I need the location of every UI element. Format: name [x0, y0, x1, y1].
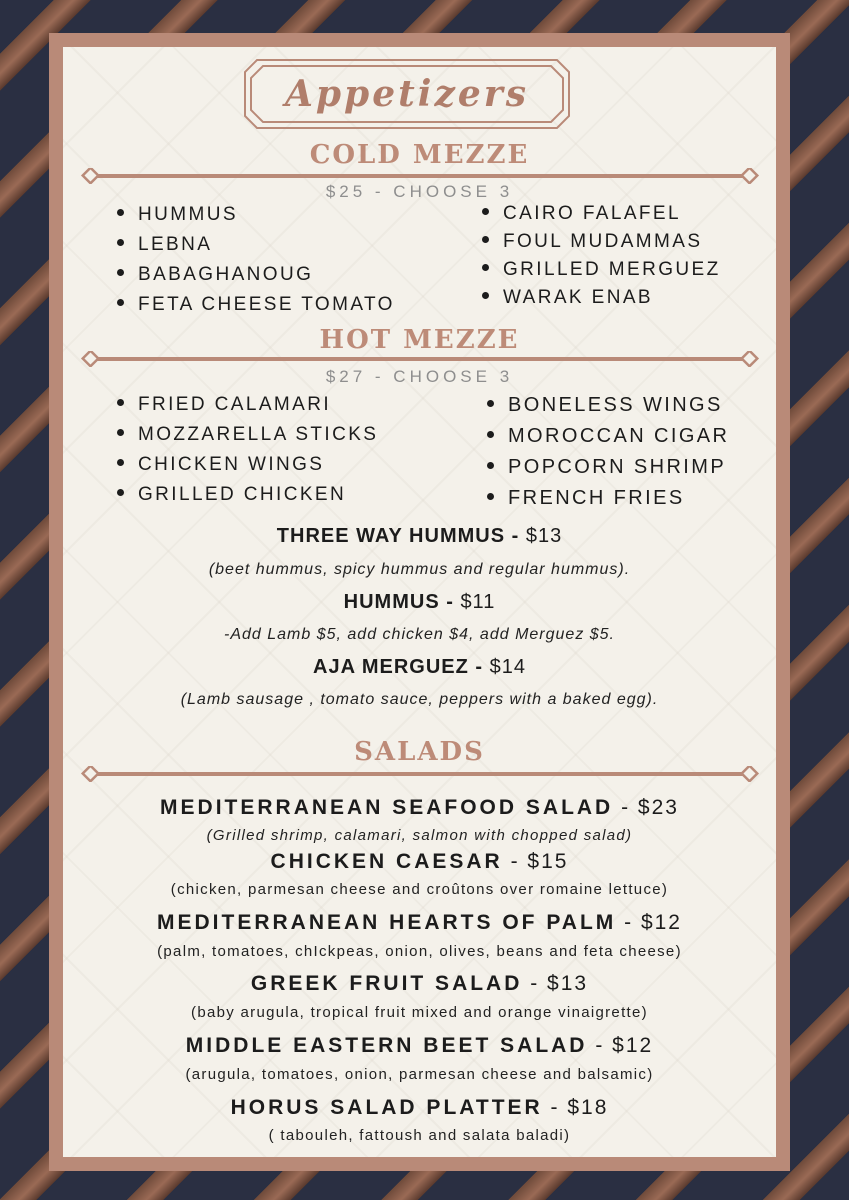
salad-item: [63, 796, 776, 820]
list-item: HUMMUS: [117, 204, 238, 226]
dish-price: $14: [489, 656, 526, 678]
salad-price: - $23: [613, 796, 679, 819]
salad-description: (chicken, parmesan cheese and croûtons over romaine lettuce): [170, 881, 669, 898]
special-item: [63, 656, 776, 679]
list-item: MOZZARELLA STICKS: [117, 424, 378, 446]
bullet-icon: [487, 493, 494, 500]
list-item: BABAGHANOUG: [117, 264, 313, 286]
dish-description: (beet hummus, spicy hummus and regular hummus).: [208, 561, 631, 578]
salad-description: (Grilled shrimp, calamari, salmon with chopped salad): [206, 827, 633, 844]
bullet-icon: [117, 299, 124, 306]
list-item: FOUL MUDAMMAS: [482, 231, 702, 253]
special-item: [63, 525, 776, 548]
bullet-icon: [482, 292, 489, 299]
salad-description: (baby arugula, tropical fruit mixed and orange vinaigrette): [191, 1004, 648, 1021]
bullet-icon: [117, 399, 124, 406]
bullet-icon: [487, 400, 494, 407]
list-item: CHICKEN WINGS: [117, 454, 324, 476]
dish-price: $13: [525, 525, 563, 547]
list-item: MOROCCAN CIGAR: [487, 425, 729, 448]
salad-name: CHICKEN CAESAR: [270, 850, 503, 873]
list-item: POPCORN SHRIMP: [487, 456, 726, 479]
dish-name: HUMMUS -: [343, 591, 461, 613]
bullet-icon: [117, 459, 124, 466]
bullet-icon: [117, 269, 124, 276]
list-item: GRILLED CHICKEN: [117, 484, 346, 506]
salad-item: [63, 1096, 776, 1120]
cold-mezze-title: COLD MEZZE: [309, 140, 530, 170]
list-item: GRILLED MERGUEZ: [482, 259, 721, 281]
salad-item: [63, 972, 776, 996]
hot-mezze-price: $27 - CHOOSE 3: [325, 367, 514, 386]
salad-item: [63, 850, 776, 874]
page-title: Appetizers: [284, 73, 530, 115]
bullet-icon: [482, 236, 489, 243]
salad-name: MEDITERRANEAN SEAFOOD SALAD: [160, 796, 614, 819]
bullet-icon: [487, 462, 494, 469]
list-item: FETA CHEESE TOMATO: [117, 294, 395, 316]
list-item: CAIRO FALAFEL: [482, 203, 681, 225]
dish-description: -Add Lamb $5, add chicken $4, add Merguez $5.: [224, 626, 615, 643]
salad-item: [63, 1034, 776, 1058]
salad-name: GREEK FRUIT SALAD: [250, 972, 523, 995]
list-item: FRENCH FRIES: [487, 487, 685, 510]
bullet-icon: [117, 239, 124, 246]
bullet-icon: [482, 264, 489, 271]
salad-price: - $13: [522, 972, 589, 995]
salad-name: HORUS SALAD PLATTER: [230, 1096, 543, 1119]
salad-description: (palm, tomatoes, chIckpeas, onion, olives, beans and feta cheese): [157, 943, 682, 960]
title-plaque: [243, 58, 571, 130]
special-item: [63, 591, 776, 614]
salad-price: - $12: [616, 911, 682, 934]
list-item: WARAK ENAB: [482, 287, 653, 309]
bullet-icon: [117, 429, 124, 436]
salad-description: (arugula, tomatoes, onion, parmesan cheese and balsamic): [185, 1066, 654, 1083]
salad-description: ( tabouleh, fattoush and salata baladi): [268, 1127, 571, 1144]
bullet-icon: [487, 431, 494, 438]
list-item: FRIED CALAMARI: [117, 394, 331, 416]
dish-price: $11: [460, 591, 496, 613]
salad-name: MEDITERRANEAN HEARTS OF PALM: [157, 911, 617, 934]
bullet-icon: [117, 489, 124, 496]
salad-item: [63, 911, 776, 935]
salads-title: SALADS: [354, 737, 485, 767]
dish-name: THREE WAY HUMMUS -: [276, 525, 526, 547]
salad-price: - $12: [587, 1034, 654, 1057]
hot-mezze-divider: [80, 351, 760, 367]
salads-divider: [80, 766, 760, 782]
bullet-icon: [117, 209, 124, 216]
list-item: LEBNA: [117, 234, 212, 256]
list-item: BONELESS WINGS: [487, 394, 723, 417]
salad-price: - $18: [542, 1096, 609, 1119]
salad-name: MIDDLE EASTERN BEET SALAD: [185, 1034, 588, 1057]
dish-description: (Lamb sausage , tomato sauce, peppers with a baked egg).: [180, 691, 659, 708]
hot-mezze-title: HOT MEZZE: [319, 325, 520, 355]
bullet-icon: [482, 208, 489, 215]
cold-mezze-price: $25 - CHOOSE 3: [325, 182, 514, 201]
dish-name: AJA MERGUEZ -: [313, 656, 490, 678]
salad-price: - $15: [502, 850, 569, 873]
